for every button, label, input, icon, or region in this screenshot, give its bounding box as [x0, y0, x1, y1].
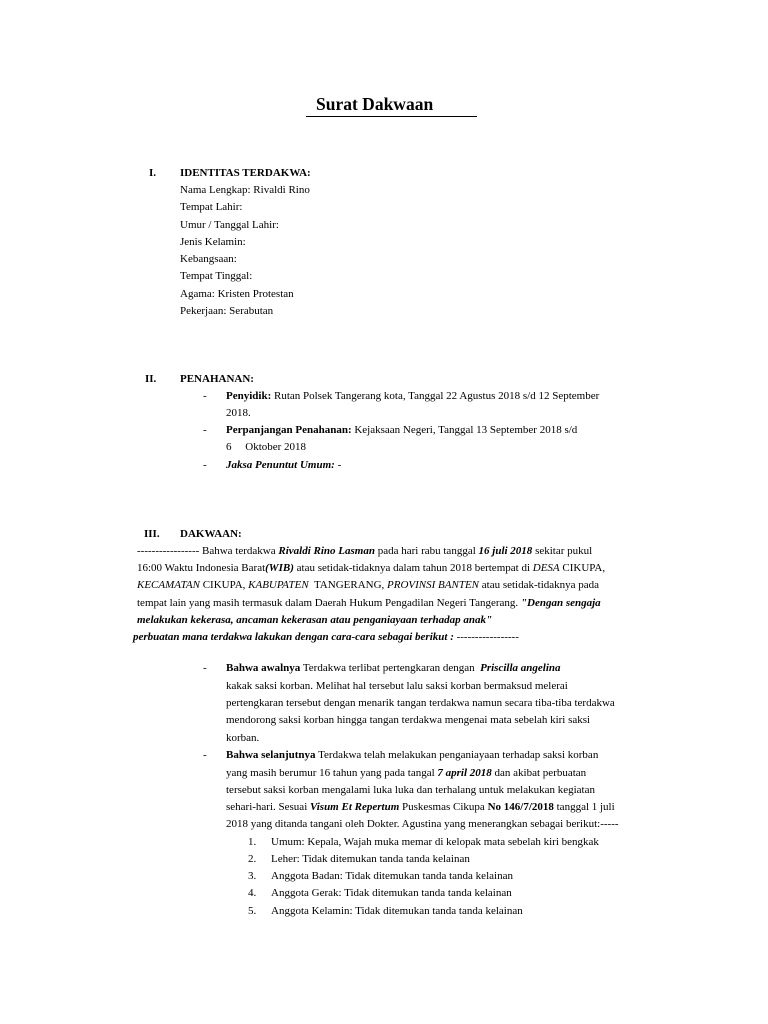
bullet-dash: - — [203, 459, 207, 471]
text-run: Puskesmas Cikupa — [399, 801, 488, 813]
field-tempat-lahir: Tempat Lahir: — [180, 201, 243, 213]
field-agama: Agama: Kristen Protestan — [180, 288, 294, 300]
dakwaan-line-6 — [133, 630, 519, 644]
field-jenis-kelamin: Jenis Kelamin: — [180, 236, 246, 248]
document-title: Surat Dakwaan — [316, 94, 434, 114]
section-1-number: I. — [149, 167, 157, 179]
section-3-number: III. — [144, 528, 160, 540]
text-run: sehari-hari. Sesuai — [226, 801, 310, 813]
jaksa-label: Jaksa Penuntut Umum: — [226, 459, 335, 471]
selanjutnya-label: Bahwa selanjutnya — [226, 749, 316, 761]
list-number: 4. — [248, 887, 257, 899]
text-run: 16:00 Waktu Indonesia Barat — [137, 562, 266, 574]
perpanjangan-text: Kejaksaan Negeri, Tanggal 13 September 2018 s/d — [351, 424, 578, 436]
section-1-heading: IDENTITAS TERDAKWA: — [180, 167, 311, 179]
list-item: Anggota Kelamin: Tidak ditemukan tanda tanda kelainan — [271, 905, 523, 917]
desa-label: DESA — [532, 562, 560, 574]
list-number: 5. — [248, 905, 257, 917]
section-3-heading: DAKWAAN: — [180, 528, 242, 540]
bullet-dash: - — [203, 390, 207, 402]
incident-date: 7 april 2018 — [437, 767, 492, 779]
penyidik-label: Penyidik: — [226, 390, 272, 402]
awalnya-label: Bahwa awalnya — [226, 662, 301, 674]
title-underline — [306, 116, 477, 117]
visum-number: No 146/7/2018 — [487, 801, 554, 813]
list-number: 3. — [248, 870, 257, 882]
incident-date: 16 juli 2018 — [478, 545, 533, 557]
awalnya-text: pertengkaran tersebut dengan menarik tangan terdakwa namun secara tiba-tiba terdakwa — [226, 697, 615, 709]
kabupaten-label: KABUPATEN — [248, 579, 309, 591]
text-run: perbuatan mana terdakwa lakukan dengan cara-cara sebagai berikut : — [133, 631, 457, 643]
text-run: atau setidak-tidaknya pada — [479, 579, 600, 591]
jaksa-line — [226, 458, 341, 472]
charge-quote-start: "Dengan sengaja — [520, 597, 601, 609]
section-2-number: II. — [145, 373, 157, 385]
text-run: Terdakwa telah melakukan penganiayaan terhadap saksi korban — [315, 749, 599, 761]
provinsi-label: PROVINSI BANTEN — [387, 579, 479, 591]
text-run: Terdakwa terlibat pertengkaran dengan — [300, 662, 481, 674]
perpanjangan-continuation: 6 Oktober 2018 — [226, 441, 307, 453]
selanjutnya-text — [226, 800, 615, 814]
bullet-dash: - — [203, 662, 207, 674]
field-umur-tanggal-lahir: Umur / Tanggal Lahir: — [180, 219, 279, 231]
text-run: CIKUPA, — [199, 579, 249, 591]
text-run: dan akibat perbuatan — [491, 767, 587, 779]
text-run: TANGERANG, — [308, 579, 388, 591]
list-item: Umum: Kepala, Wajah muka memar di kelopak mata sebelah kiri bengkak — [271, 836, 599, 848]
field-tempat-tinggal: Tempat Tinggal: — [180, 270, 253, 282]
list-item: Anggota Badan: Tidak ditemukan tanda tanda kelainan — [271, 870, 513, 882]
selanjutnya-line — [226, 748, 598, 762]
awalnya-text: korban. — [226, 732, 260, 744]
text-run: CIKUPA, — [559, 562, 606, 574]
jaksa-text: - — [334, 459, 342, 471]
penyidik-text: Rutan Polsek Tangerang kota, Tanggal 22 Agustus 2018 s/d 12 September — [271, 390, 600, 402]
dakwaan-line-2 — [137, 561, 605, 575]
text-run: ----------------- — [456, 631, 519, 643]
text-run: pada hari rabu tanggal — [374, 545, 479, 557]
text-run: sekitar pukul — [532, 545, 593, 557]
text-run: atau setidak-tidaknya dalam tahun 2018 bertempat di — [293, 562, 533, 574]
field-kebangsaan: Kebangsaan: — [180, 253, 237, 265]
defendant-name: Rivaldi Rino Lasman — [278, 545, 375, 557]
dakwaan-line-1 — [137, 544, 592, 558]
bullet-dash: - — [203, 749, 207, 761]
text-run: tanggal 1 juli — [553, 801, 615, 813]
text-run: ----------------- Bahwa terdakwa — [137, 545, 279, 557]
awalnya-text: mendorong saksi korban hingga tangan terdakwa mengenai mata sebelah kiri saksi — [226, 714, 591, 726]
list-number: 2. — [248, 853, 257, 865]
penyidik-line — [226, 389, 599, 403]
selanjutnya-text: 2018 yang ditanda tangani oleh Dokter. Agustina yang menerangkan sebagai berikut:----- — [226, 818, 619, 830]
perpanjangan-label: Perpanjangan Penahanan: — [226, 424, 352, 436]
dakwaan-line-4 — [137, 596, 601, 610]
field-pekerjaan: Pekerjaan: Serabutan — [180, 305, 274, 317]
selanjutnya-text: tersebut saksi korban mengalami luka luka dan terhalang untuk melakukan kegiatan — [226, 784, 595, 796]
perpanjangan-line — [226, 423, 577, 437]
selanjutnya-text — [226, 766, 586, 780]
list-number: 1. — [248, 836, 257, 848]
dakwaan-line-3 — [137, 578, 599, 592]
kecamatan-label: KECAMATAN — [137, 579, 200, 591]
dakwaan-line-5: melakukan kekerasa, ancaman kekerasan atau penganiayaan terhadap anak" — [137, 614, 493, 626]
field-nama-lengkap: Nama Lengkap: Rivaldi Rino — [180, 184, 310, 196]
text-run: yang masih berumur 16 tahun yang pada tangal — [226, 767, 438, 779]
text-run: tempat lain yang masih termasuk dalam Daerah Hukum Pengadilan Negeri Tangerang. — [137, 597, 521, 609]
list-item: Leher: Tidak ditemukan tanda tanda kelainan — [271, 853, 470, 865]
awalnya-line — [226, 661, 561, 675]
penyidik-continuation: 2018. — [226, 407, 251, 419]
timezone-abbr: (WIB) — [265, 562, 294, 574]
list-item: Anggota Gerak: Tidak ditemukan tanda tanda kelainan — [271, 887, 512, 899]
person-name: Priscilla angelina — [480, 662, 561, 674]
awalnya-text: kakak saksi korban. Melihat hal tersebut lalu saksi korban bermaksud melerai — [226, 680, 568, 692]
visum-label: Visum Et Repertum — [310, 801, 400, 813]
bullet-dash: - — [203, 424, 207, 436]
section-2-heading: PENAHANAN: — [180, 373, 254, 385]
